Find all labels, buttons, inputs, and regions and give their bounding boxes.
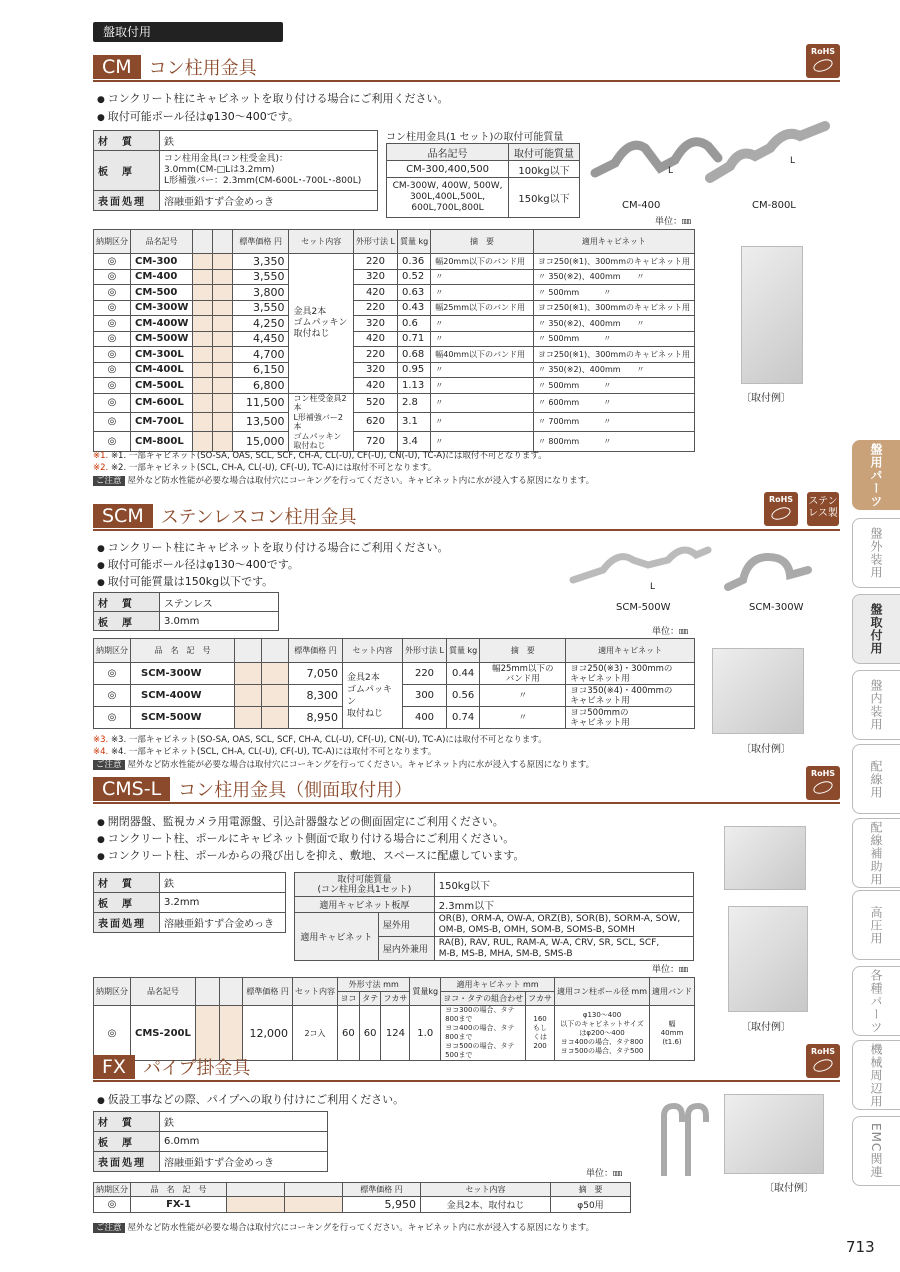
capacity-table-title: コン柱用金具(1 セット)の取付可能質量 <box>386 132 564 143</box>
cm-install-image <box>741 246 803 384</box>
table-row: ◎ CM-300 3,350 金具2本 ゴムパッキン 取付ねじ 220 0.36 幅20mm以下のバンド用 ヨコ250(※1)、300mmのキャビネット用 <box>94 254 695 270</box>
cmsl-install-image <box>728 906 808 1012</box>
bullet: ● 取付可能ポール径はφ130～400です。 <box>97 108 299 124</box>
dim-label: L <box>790 156 796 166</box>
capacity-table: 品名記号 取付可能質量 CM-300,400,500 100kg以下 CM-300W, 400W, 500W, 300L,400L,500L, 600L,700L,800L 150kg以下 <box>386 143 580 218</box>
section-rule <box>93 80 840 82</box>
section-code: CMS-L <box>93 777 170 801</box>
caution: ご注意 屋外など防水性能が必要な場合は取付穴にコーキングを行ってください。キャビネット内に水が浸入する原因になります。 <box>93 1221 594 1233</box>
footnote: ※2. ※2. 一部キャビネット(SCL, CH-A, CL(-U), CF(-U), TC-A)には取付不可となります。 <box>93 463 437 473</box>
footnote: ※4. ※4. 一部キャビネット(SCL, CH-A, CL(-U), CF(-U), TC-A)には取付不可となります。 <box>93 747 437 757</box>
section-rule <box>93 802 840 804</box>
image-label: CM-400 <box>622 200 661 211</box>
cmsl-info-table: 取付可能質量 (コン柱用金具1セット) 150kg以下 適用キャビネット板厚 2.3mm以下 適用キャビネット 屋外用 OR(B), ORM-A, OW-A, ORZ(B), SOR(B), SORM-A, SOW, OM-B, OMS-B, OMH, SOM-B, SOMS-B, SOMH 屋内外兼用 RA(B), RAV, RUL, RAM-A, W-A, CRV, SR, SCL, SCF, M-B, MS-B, MHA, SM-B, SMS-B <box>294 872 694 961</box>
bullet: ● 取付可能質量は150kg以下です。 <box>97 573 273 589</box>
table-row: ◎ CM-700L 13,500 620 3.1 〃 〃 700mm 〃 <box>94 412 695 431</box>
fx-hook-drawing <box>652 1100 712 1180</box>
section-scm-header <box>93 503 356 529</box>
leaf-icon <box>812 57 835 74</box>
bullet: ● 開閉器盤、監視カメラ用電源盤、引込計器盤などの側面固定にご利用ください。 <box>97 813 504 829</box>
rohs-badge: RoHS <box>764 492 798 526</box>
table-row: ◎ CM-300W 3,550 220 0.43 幅25mm以下のバンド用 ヨコ250(※1)、300mmのキャビネット用 <box>94 300 695 316</box>
side-tab[interactable]: EMC関連 <box>852 1116 900 1186</box>
image-label: SCM-500W <box>616 602 671 613</box>
table-row: ◎ CM-500W 4,450 420 0.71 〃 〃 500mm 〃 <box>94 331 695 347</box>
scm-product-table: 納期区分 品 名 記 号 標準価格 円 セット内容 外形寸法 L 質量 kg 摘 要 適用キャビネット ◎ SCM-300W 7,050 金具2本 ゴムパッキン 取付ねじ 220 0.44 幅25mm以下の バンド用 ヨコ250(※3)・300mmの キャビネット用 ◎ SCM-400W 8,300 300 0.56 〃 ヨコ350(※4)・400mmの キャビネット用 ◎ SCM-500W 8,950 400 0.74 〃 ヨコ500mmの キャビネット用 <box>93 638 695 729</box>
bullet: ● コンクリート柱、ポールにキャビネット側面で取り付ける場合にご利用ください。 <box>97 830 514 846</box>
table-row: ◎ CM-300L 4,700 220 0.68 幅40mm以下のバンド用 ヨコ250(※1)、300mmのキャビネット用 <box>94 347 695 363</box>
spec-table: 材 質 鉄 板 厚 コン柱用金具(コン柱受金具)： 3.0mm(CM-□Lは3.2mm) L形補強バー：2.3mm(CM-600L･-700L･-800L) 表面処理 溶融亜鉛すず合金めっき <box>93 130 378 211</box>
section-cmsl-header <box>93 776 412 802</box>
leaf-icon <box>812 779 835 796</box>
side-tab[interactable]: 盤取付用 <box>852 594 900 664</box>
side-tab[interactable]: 高圧用 <box>852 890 900 960</box>
side-tab[interactable]: 配線用 <box>852 744 900 814</box>
unit-label: 単位：㎜ <box>655 217 692 227</box>
unit-label: 単位：㎜ <box>652 965 689 975</box>
side-tab[interactable]: 各種パーツ <box>852 966 900 1036</box>
side-tab[interactable]: 盤外装用 <box>852 518 900 588</box>
cm-bracket-drawing <box>590 118 840 210</box>
footnote: ※1. ※1. 一部キャビネット(SO-SA, OAS, SCL, SCF, CH-A, CL(-U), CF(-U), CN(-U), TC-A)には取付不可となります。 <box>93 451 547 461</box>
side-tab[interactable]: 盤内装用 <box>852 670 900 740</box>
image-label: SCM-300W <box>749 602 804 613</box>
rohs-badge: RoHS <box>806 766 840 800</box>
image-caption: 〔取付例〕 <box>741 744 791 755</box>
fx-product-table: 納期区分 品 名 記 号 標準価格 円 セット内容 摘 要 ◎ FX-1 5,950 金具2本、取付ねじ φ50用 <box>93 1182 631 1213</box>
bullet: ● コンクリート柱にキャビネットを取り付ける場合にご利用ください。 <box>97 539 449 555</box>
dim-label: L <box>650 582 656 592</box>
caution: ご注意 屋外など防水性能が必要な場合は取付穴にコーキングを行ってください。キャビネット内に水が浸入する原因になります。 <box>93 474 594 486</box>
bullet: ● コンクリート柱、ポールからの飛び出しを抑え、敷地、スペースに配慮しています。 <box>97 847 525 863</box>
table-row: ◎ CM-800L 15,000 720 3.4 〃 〃 800mm 〃 <box>94 432 695 451</box>
section-title: コン柱用金具（側面取付用） <box>178 780 413 801</box>
table-row: ◎ SCM-400W 8,300 300 0.56 〃 ヨコ350(※4)・400mmの キャビネット用 <box>94 685 695 707</box>
footnote: ※3. ※3. 一部キャビネット(SO-SA, OAS, SCL, SCF, CH-A, CL(-U), CF(-U), CN(-U), TC-A)には取付不可となります。 <box>93 735 547 745</box>
rohs-badge: RoHS <box>806 1044 840 1078</box>
scm-bracket-drawing <box>568 545 828 605</box>
image-caption: 〔取付例〕 <box>764 1183 814 1194</box>
leaf-icon <box>812 1057 835 1074</box>
section-fx-header <box>93 1054 250 1080</box>
category-header: 盤取付用 <box>93 22 283 42</box>
leaf-icon <box>770 505 793 522</box>
unit-label: 単位：㎜ <box>652 627 689 637</box>
scm-install-image <box>712 648 804 734</box>
dim-label: L <box>668 166 674 176</box>
unit-label: 単位：㎜ <box>586 1169 623 1179</box>
side-tab[interactable]: 機械周辺用 <box>852 1040 900 1110</box>
page-number: 713 <box>846 1238 875 1256</box>
stainless-badge: ステンレス製 <box>807 492 839 526</box>
bullet: ● 取付可能ポール径はφ130～400です。 <box>97 556 299 572</box>
image-caption: 〔取付例〕 <box>741 393 791 404</box>
section-code: CM <box>93 55 141 79</box>
caution: ご注意 屋外など防水性能が必要な場合は取付穴にコーキングを行ってください。キャビネット内に水が浸入する原因になります。 <box>93 758 594 770</box>
section-cm-header <box>93 54 257 80</box>
side-tab[interactable]: 配線補助用 <box>852 818 900 888</box>
table-row: ◎ CM-400L 6,150 320 0.95 〃 〃 350(※2)、400mm 〃 <box>94 362 695 378</box>
table-row: ◎ CM-500 3,800 420 0.63 〃 〃 500mm 〃 <box>94 285 695 301</box>
bullet: ● コンクリート柱にキャビネットを取り付ける場合にご利用ください。 <box>97 90 449 106</box>
section-code: FX <box>93 1055 135 1079</box>
section-title: ステンレスコン柱用金具 <box>160 507 357 528</box>
cmsl-bracket-image <box>724 826 806 890</box>
section-rule <box>93 1080 840 1082</box>
table-row: ◎ CM-400 3,550 320 0.52 〃 〃 350(※2)、400mm 〃 <box>94 269 695 285</box>
image-caption: 〔取付例〕 <box>741 1022 791 1033</box>
table-row: ◎ SCM-500W 8,950 400 0.74 〃 ヨコ500mmの キャビネット用 <box>94 707 695 729</box>
section-title: パイプ掛金具 <box>142 1058 251 1079</box>
bullet: ● 仮設工事などの際、パイプへの取り付けにご利用ください。 <box>97 1091 404 1107</box>
rohs-badge: RoHS <box>806 44 840 78</box>
section-code: SCM <box>93 504 153 528</box>
table-row: ◎ SCM-300W 7,050 金具2本 ゴムパッキン 取付ねじ 220 0.44 幅25mm以下の バンド用 ヨコ250(※3)・300mmの キャビネット用 <box>94 663 695 685</box>
section-rule <box>93 529 840 531</box>
image-label: CM-800L <box>752 200 796 211</box>
fx-install-image <box>724 1094 824 1174</box>
section-title: コン柱用金具 <box>148 58 257 79</box>
table-row: ◎ CM-400W 4,250 320 0.6 〃 〃 350(※2)、400mm 〃 <box>94 316 695 332</box>
spec-table: 材 質 ステンレス 板 厚 3.0mm <box>93 592 279 631</box>
spec-table: 材 質 鉄 板 厚 3.2mm 表面処理 溶融亜鉛すず合金めっき <box>93 872 286 933</box>
spec-table: 材 質 鉄 板 厚 6.0mm 表面処理 溶融亜鉛すず合金めっき <box>93 1111 328 1172</box>
cm-product-table: 納期区分 品名記号 標準価格 円 セット内容 外形寸法 L 質量 kg 摘 要 適用キャビネット ◎ CM-300 3,350 金具2本 ゴムパッキン 取付ねじ 220 0.36 幅20mm以下のバンド用 ヨコ250(※1)、300mmのキャビネット用 ◎ CM-400 3,550 320 0.52 〃 〃 350(※2)、400mm 〃 ◎ CM-500 3,800 420 0.63 〃 〃 500mm 〃 ◎ CM-300W 3,550 220 0.43 幅25mm以下のバンド用 ヨコ250(※1)、300mmのキャビネット用 ◎ CM-400W 4,250 320 0.6 〃 〃 350(※2)、400mm 〃 ◎ CM-500W 4,450 420 0.71 〃 〃 500mm 〃 ◎ CM-300L 4,700 220 0.68 幅40mm以下のバンド用 ヨコ250(※1)、300mmのキャビネット用 ◎ CM-400L 6,150 320 0.95 〃 〃 350(※2)、400mm 〃 ◎ CM-500L 6,800 420 1.13 〃 〃 500mm 〃 ◎ CM-600L 11,500 コン柱受金具2本 L形補強バー2本 ゴムパッキン 取付ねじ 520 2.8 〃 〃 600mm 〃 ◎ CM-700L 13,500 620 3.1 〃 〃 700mm 〃 ◎ CM-800L 15,000 720 3.4 〃 〃 800mm 〃 <box>93 229 695 452</box>
table-row: ◎ CM-500L 6,800 420 1.13 〃 〃 500mm 〃 <box>94 378 695 394</box>
table-row: ◎ CM-600L 11,500 コン柱受金具2本 L形補強バー2本 ゴムパッキン 取付ねじ 520 2.8 〃 〃 600mm 〃 <box>94 393 695 412</box>
side-tab[interactable]: 盤用パーツ <box>852 440 900 510</box>
cmsl-product-table: 納期区分 品名記号 標準価格 円 セット内容 外形寸法 mm 質量kg 適用キャビネット mm 適用コン柱ポール径 mm 適用バンド ヨコ タテ フカサ ヨコ・タテの組合わせ フカサ ◎ CMS-200L 12,000 2コ入 60 60 124 1.0 ヨコ300の場合、タテ800まで ヨコ400の場合、タテ800まで ヨコ500の場合、タテ500まで 160 もしくは 200 φ130～400 以下のキャビネットサイズはφ200～400 ヨコ400の場合、タテ800 ヨコ500の場合、タテ500 幅 40mm (t1.6) <box>93 977 695 1061</box>
